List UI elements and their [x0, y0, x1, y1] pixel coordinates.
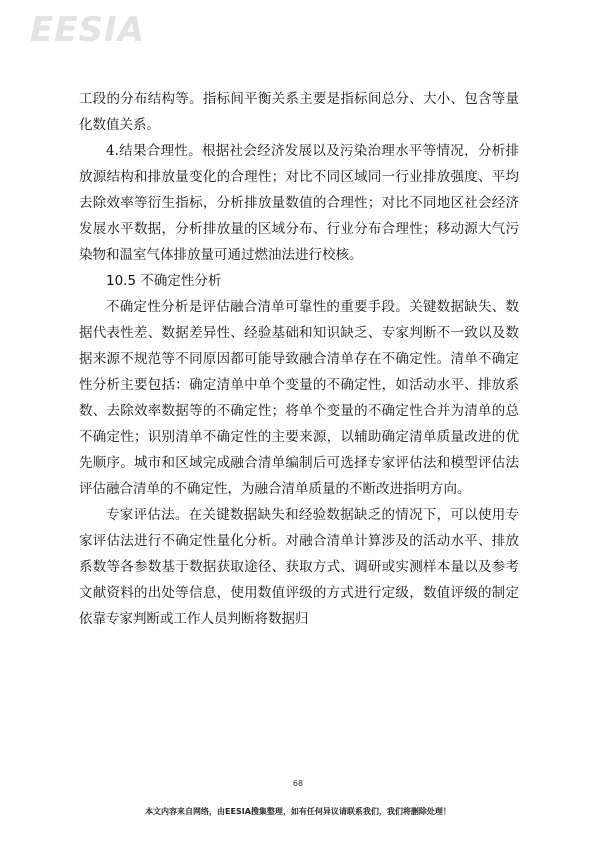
paragraph-expert-evaluation: 专家评估法。在关键数据缺失和经验数据缺乏的情况下，可以使用专家评估法进行不确定性量化分析。对融合清单计算涉及的活动水平、排放系数等各参数基于数据获取途径、获取方式、调研或实测样本量以及参考文献资料的出处等信息，使用数值评级的方式进行定级，数值评级的制定依靠专家判断或工作人员判断将数据归 — [79, 507, 519, 627]
paragraph-uncertainty-analysis: 不确定性分析是评估融合清单可靠性的重要手段。关键数据缺失、数据代表性差、数据差异性、经验基础和知识缺乏、专家判断不一致以及数据来源不规范等不同原因都可能导致融合清单存在不确定性。清单不确定性分析主要包括：确定清单中单个变量的不确定性，如活动水平、排放系数、去除效率数据等的不确定性；将单个变量的不确定性合并为清单的总不确定性；识别清单不确定性的主要来源，以辅助确定清单质量改进的优先顺序。城市和区域完成融合清单编制后可选择专家评估法和模型评估法评估融合清单的不确定性，为融合清单质量的不断改进指明方向。 — [79, 299, 519, 497]
footer-disclaimer: 本文内容来自网络，由EESIA搜集整理，如有任何异议请联系我们，我们将删除处理！ — [145, 807, 451, 816]
paragraph-continuation: 工段的分布结构等。指标间平衡关系主要是指标间总分、大小、包含等量化数值关系。 — [79, 91, 519, 133]
section-heading: 10.5 不确定性分析 — [106, 273, 222, 289]
page-number: 68 — [292, 779, 304, 788]
eesia-logo: EESIA — [30, 10, 145, 50]
paragraph-result-rationality: 4.结果合理性。根据社会经济发展以及污染治理水平等情况，分析排放源结构和排放量变化的合理性；对比不同区域同一行业排放强度、平均去除效率等衍生指标，分析排放量数值的合理性；对比不同地区社会经济发展水平数据，分析排放量的区域分布、行业分布合理性；移动源大气污染物和温室气体排放量可通过燃油法进行校核。 — [79, 143, 519, 263]
document-body — [79, 86, 519, 632]
